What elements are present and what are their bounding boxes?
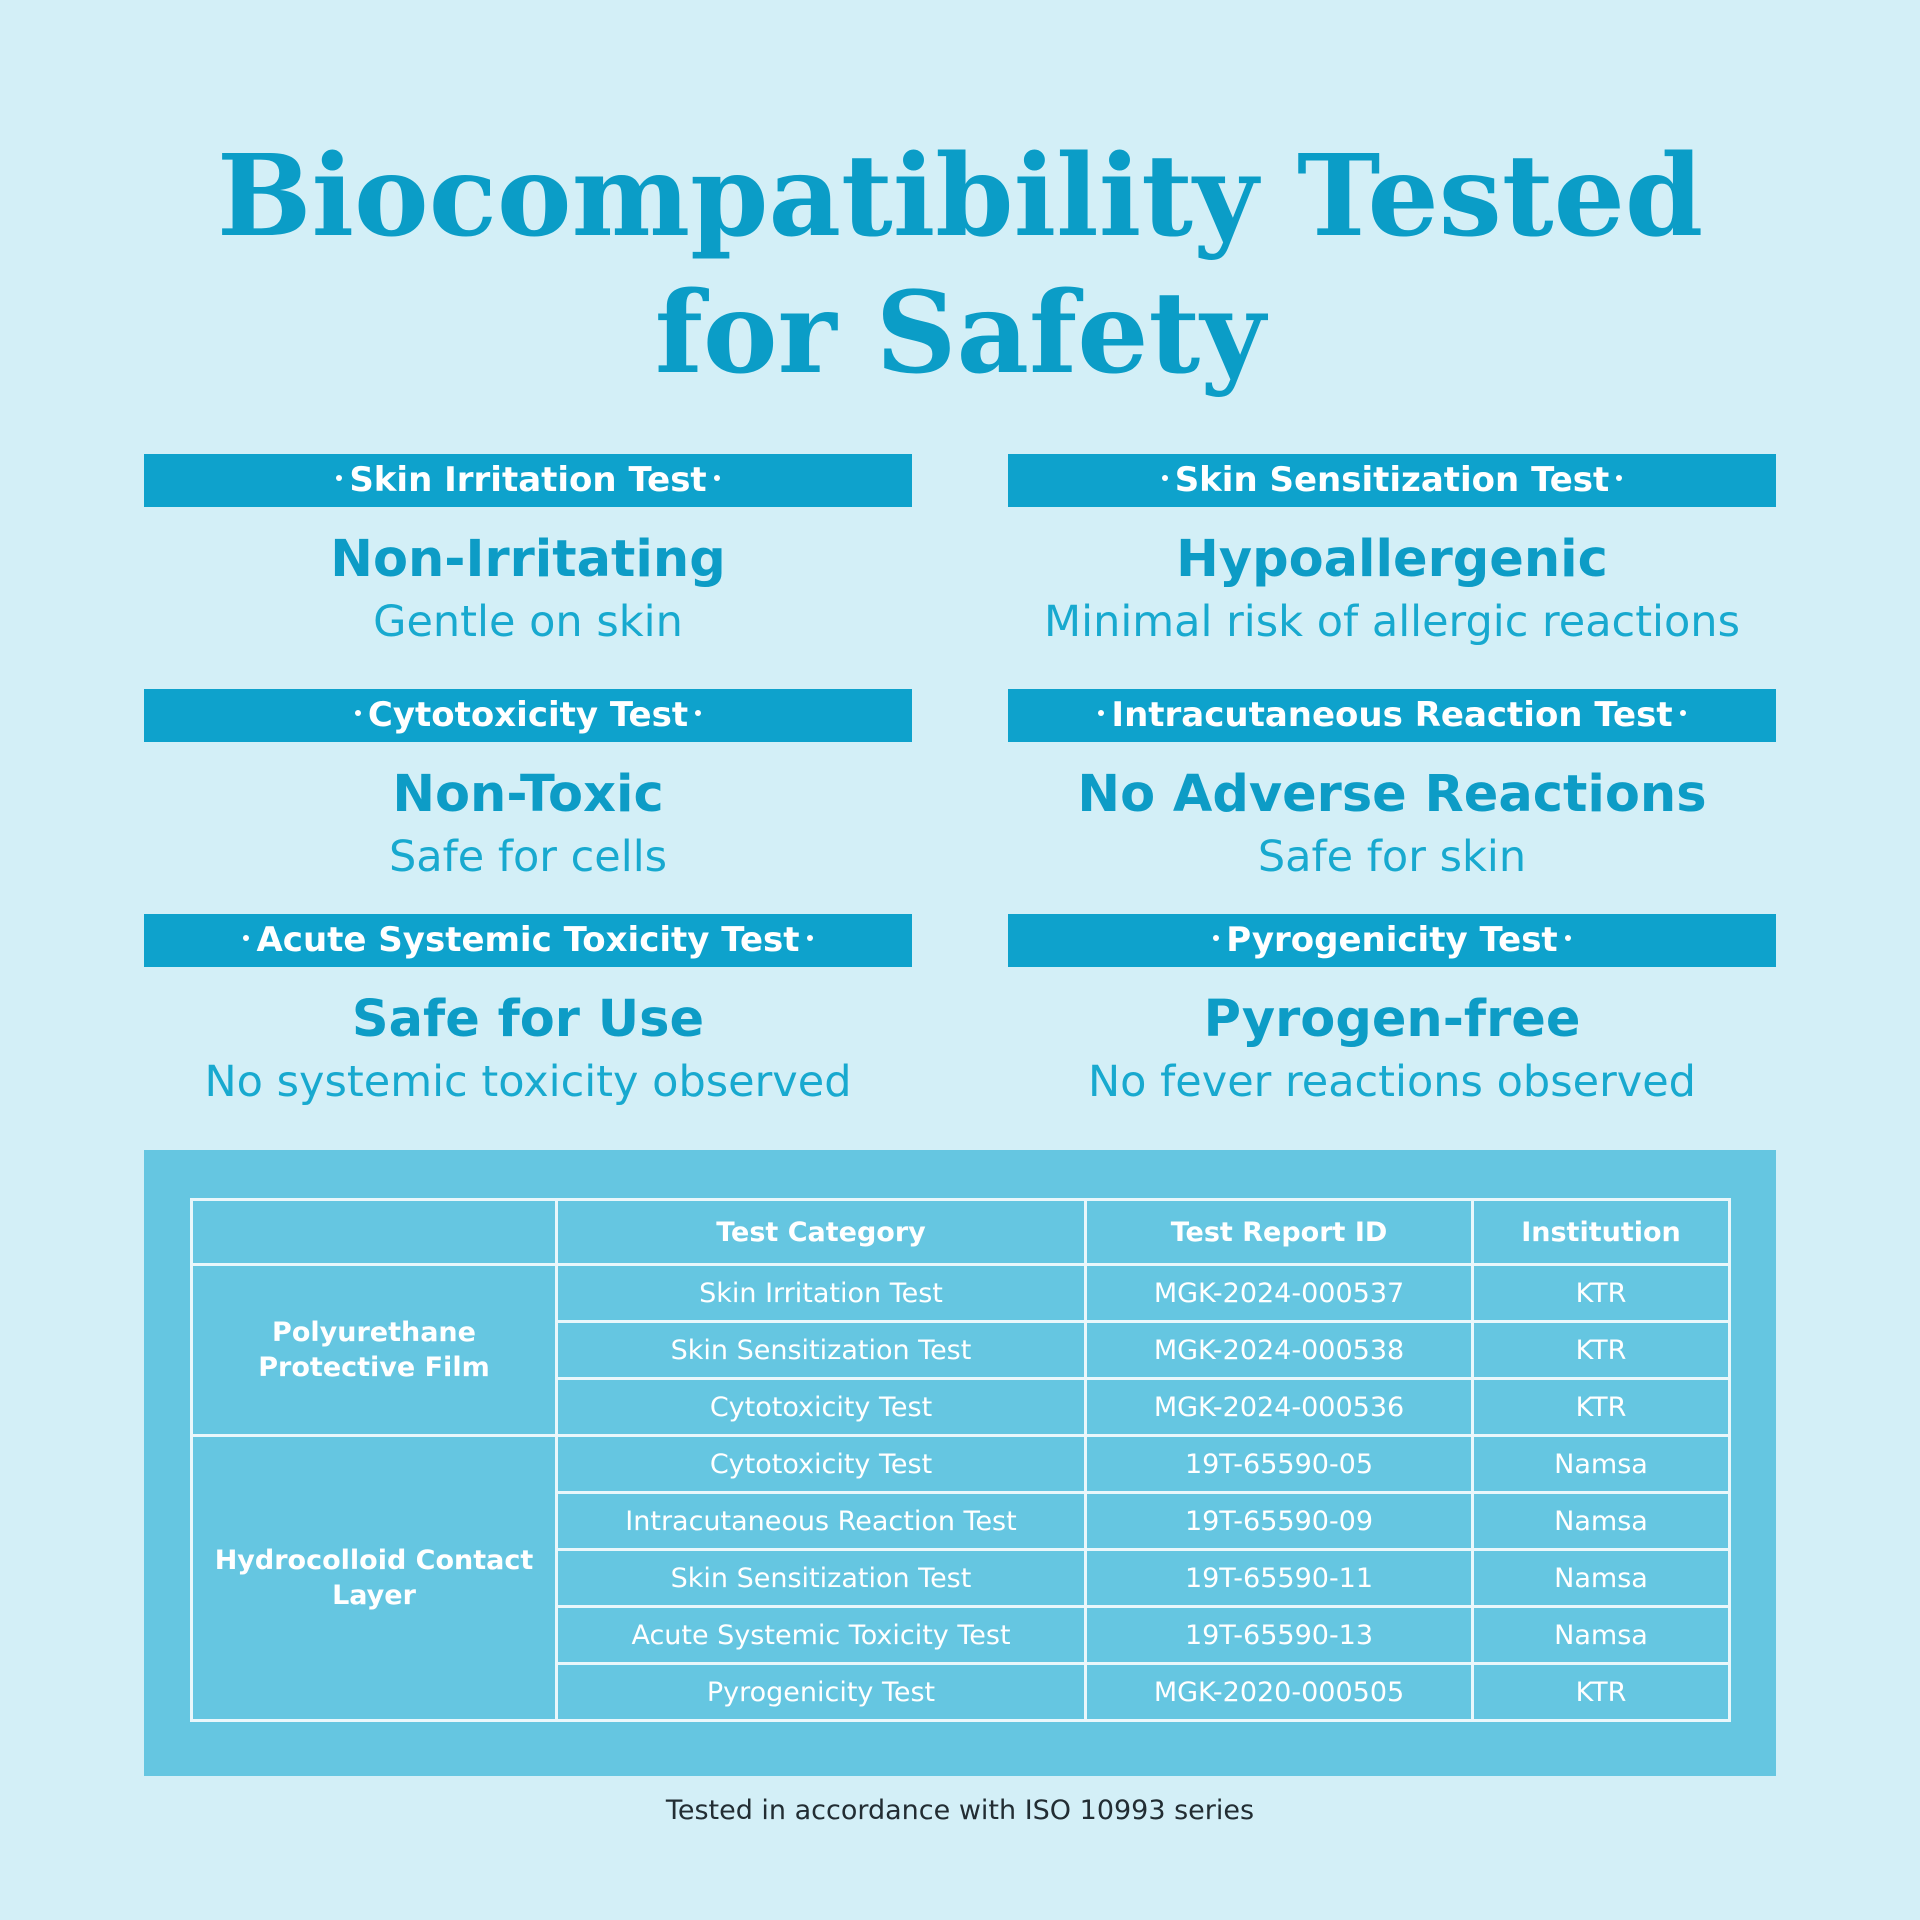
header-test-category: Test Category	[557, 1200, 1086, 1265]
bullet-dot-icon	[714, 475, 720, 481]
card-test-name: Skin Irritation Test	[349, 460, 707, 500]
report-id-cell: MGK-2024-000536	[1086, 1379, 1473, 1436]
institution-cell: Namsa	[1473, 1607, 1730, 1664]
bullet-dot-icon	[1565, 935, 1571, 941]
test-category-cell: Skin Sensitization Test	[557, 1550, 1086, 1607]
table-header-row	[192, 1200, 1730, 1265]
test-report-table	[190, 1198, 1731, 1722]
card-test-name: Acute Systemic Toxicity Test	[256, 920, 800, 960]
institution-cell: KTR	[1473, 1379, 1730, 1436]
test-table-panel	[144, 1150, 1776, 1776]
footnote: Tested in accordance with ISO 10993 series	[665, 1795, 1255, 1826]
bullet-dot-icon	[1213, 935, 1219, 941]
card-test-bar	[1008, 689, 1776, 742]
test-category-cell: Cytotoxicity Test	[557, 1436, 1086, 1493]
report-id-cell: MGK-2020-000505	[1086, 1664, 1473, 1721]
bullet-dot-icon	[807, 935, 813, 941]
card-detail: No systemic toxicity observed	[204, 1057, 852, 1107]
card-test-name: Cytotoxicity Test	[367, 695, 689, 735]
bullet-dot-icon	[1162, 475, 1168, 481]
institution-cell: KTR	[1473, 1664, 1730, 1721]
header-institution: Institution	[1473, 1200, 1730, 1265]
card-test-bar	[1008, 914, 1776, 967]
table-row	[192, 1265, 1730, 1322]
card-test-bar	[144, 689, 912, 742]
test-category-cell: Skin Sensitization Test	[557, 1322, 1086, 1379]
card-result: No Adverse Reactions	[1077, 765, 1707, 824]
report-id-cell: 19T-65590-05	[1086, 1436, 1473, 1493]
bullet-dot-icon	[1680, 710, 1686, 716]
card-pyrogenicity	[1008, 914, 1776, 1113]
card-intracutaneous	[1008, 689, 1776, 888]
bullet-dot-icon	[355, 710, 361, 716]
card-detail: Safe for skin	[1257, 832, 1527, 882]
report-id-cell: 19T-65590-13	[1086, 1607, 1473, 1664]
page-title	[0, 128, 1920, 402]
bullet-dot-icon	[336, 475, 342, 481]
card-detail: Minimal risk of allergic reactions	[1044, 597, 1740, 647]
bullet-dot-icon	[1098, 710, 1104, 716]
title-line-1: Biocompatibility Tested	[216, 131, 1704, 262]
test-category-cell: Skin Irritation Test	[557, 1265, 1086, 1322]
test-category-cell: Acute Systemic Toxicity Test	[557, 1607, 1086, 1664]
bullet-dot-icon	[1616, 475, 1622, 481]
card-result: Safe for Use	[351, 990, 705, 1049]
card-detail: Safe for cells	[388, 832, 668, 882]
bullet-dot-icon	[243, 935, 249, 941]
material-cell-hydrocolloid: Hydrocolloid Contact Layer	[192, 1436, 557, 1721]
card-detail: Gentle on skin	[373, 597, 683, 647]
bullet-dot-icon	[695, 710, 701, 716]
institution-cell: Namsa	[1473, 1436, 1730, 1493]
report-id-cell: 19T-65590-09	[1086, 1493, 1473, 1550]
card-cytotoxicity	[144, 689, 912, 888]
card-test-name: Skin Sensitization Test	[1174, 460, 1610, 500]
institution-cell: KTR	[1473, 1322, 1730, 1379]
card-test-bar	[1008, 454, 1776, 507]
material-cell-polyurethane: Polyurethane Protective Film	[192, 1265, 557, 1436]
card-result: Non-Irritating	[330, 530, 726, 589]
card-test-name: Intracutaneous Reaction Test	[1111, 695, 1673, 735]
institution-cell: KTR	[1473, 1265, 1730, 1322]
test-category-cell: Intracutaneous Reaction Test	[557, 1493, 1086, 1550]
test-category-cell: Cytotoxicity Test	[557, 1379, 1086, 1436]
table-row	[192, 1436, 1730, 1493]
card-detail: No fever reactions observed	[1088, 1057, 1696, 1107]
report-id-cell: MGK-2024-000538	[1086, 1322, 1473, 1379]
card-test-name: Pyrogenicity Test	[1226, 920, 1558, 960]
header-test-report-id: Test Report ID	[1086, 1200, 1473, 1265]
card-result: Hypoallergenic	[1176, 530, 1608, 589]
card-acute-systemic	[144, 914, 912, 1113]
card-test-bar	[144, 454, 912, 507]
institution-cell: Namsa	[1473, 1493, 1730, 1550]
report-id-cell: 19T-65590-11	[1086, 1550, 1473, 1607]
test-category-cell: Pyrogenicity Test	[557, 1664, 1086, 1721]
title-line-2: for Safety	[654, 268, 1266, 399]
report-id-cell: MGK-2024-000537	[1086, 1265, 1473, 1322]
card-result: Pyrogen-free	[1203, 990, 1581, 1049]
card-skin-irritation	[144, 454, 912, 653]
header-material	[192, 1200, 557, 1265]
institution-cell: Namsa	[1473, 1550, 1730, 1607]
card-skin-sensitization	[1008, 454, 1776, 653]
card-result: Non-Toxic	[392, 765, 664, 824]
card-test-bar	[144, 914, 912, 967]
